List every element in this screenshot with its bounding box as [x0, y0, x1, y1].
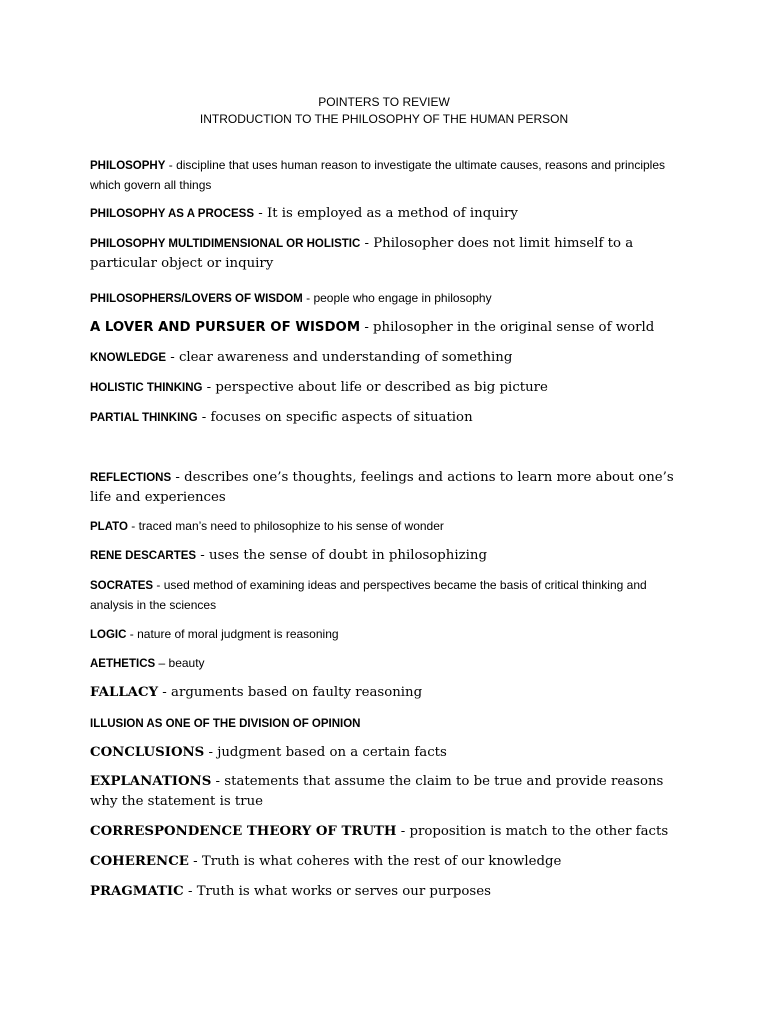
- entry-definition: clear awareness and understanding of something: [178, 350, 513, 365]
- entry-definition: uses the sense of doubt in philosophizing: [209, 548, 487, 563]
- entry-definition: people who engage in philosophy: [313, 291, 492, 305]
- entry-definition: traced man’s need to philosophize to his sense of wonder: [138, 519, 444, 533]
- entry-definition: perspective about life or described as big picture: [215, 380, 548, 395]
- entry-philosophy-multidimensional: [90, 234, 650, 274]
- entry-separator: -: [360, 236, 374, 251]
- entry-fallacy: [90, 683, 680, 703]
- entry-definition: nature of moral judgment is reasoning: [137, 627, 339, 641]
- entry-definition: describes one’s thoughts, feelings and actions to learn more about one’s life and experiences: [90, 470, 674, 505]
- entry-separator: -: [197, 410, 211, 425]
- entry-explanations: [90, 772, 670, 812]
- entry-separator: -: [188, 854, 202, 869]
- entry-term: CONCLUSIONS: [90, 745, 205, 760]
- entry-separator: -: [360, 320, 374, 335]
- entry-term: HOLISTIC THINKING: [90, 382, 203, 394]
- entry-term: A LOVER AND PURSUER OF WISDOM: [90, 320, 361, 335]
- entry-term: PLATO: [90, 521, 128, 533]
- entry-rene-descartes: [90, 546, 680, 566]
- entry-separator: -: [254, 206, 267, 221]
- document-title: POINTERS TO REVIEW: [318, 95, 450, 109]
- entry-separator: -: [204, 745, 218, 760]
- entry-term: COHERENCE: [90, 854, 189, 869]
- entry-term: CORRESPONDENCE THEORY OF TRUTH: [90, 824, 397, 839]
- entry-coherence: [90, 852, 680, 872]
- entry-separator: -: [302, 291, 314, 305]
- entry-term: SOCRATES: [90, 580, 154, 592]
- entry-lover-and-pursuer-of-wisdom: [90, 318, 680, 338]
- entry-term: KNOWLEDGE: [90, 352, 167, 364]
- entry-definition: discipline that uses human reason to investigate the ultimate causes, reasons and principles which govern all things: [90, 158, 666, 192]
- entry-holistic-thinking: [90, 378, 680, 398]
- entry-reflections: [90, 468, 680, 508]
- entry-definition: Philosopher does not limit himself to a particular object or inquiry: [90, 236, 634, 271]
- entry-separator: -: [165, 158, 177, 172]
- entry-definition: focuses on specific aspects of situation: [210, 410, 473, 425]
- entry-separator: -: [126, 627, 138, 641]
- entry-knowledge: [90, 348, 680, 368]
- entry-pragmatic: [90, 882, 680, 902]
- entry-separator: -: [196, 548, 210, 563]
- entry-term: PARTIAL THINKING: [90, 412, 198, 424]
- entry-philosophers-lovers-of-wisdom: [90, 289, 680, 309]
- entry-illusion: [90, 714, 680, 734]
- entry-logic: [90, 625, 680, 645]
- entry-definition: proposition is match to the other facts: [409, 824, 669, 839]
- entry-correspondence-theory: [90, 822, 680, 842]
- document-subtitle: INTRODUCTION TO THE PHILOSOPHY OF THE HUMAN PERSON: [199, 112, 569, 126]
- entry-term: PRAGMATIC: [90, 884, 184, 899]
- entry-separator: –: [155, 656, 169, 670]
- entry-aethetics: [90, 654, 680, 674]
- entry-separator: -: [166, 350, 179, 365]
- entry-term: LOGIC: [90, 629, 127, 641]
- entry-definition: Truth is what works or serves our purposes: [196, 884, 491, 899]
- entry-philosophy-as-a-process: [90, 204, 680, 224]
- entry-conclusions: [90, 743, 680, 763]
- entry-term: AETHETICS: [90, 658, 156, 670]
- entry-separator: -: [127, 519, 139, 533]
- entry-definition: It is employed as a method of inquiry: [266, 206, 518, 221]
- entry-definition: judgment based on a certain facts: [217, 745, 447, 760]
- entry-term: RENE DESCARTES: [90, 550, 197, 562]
- entry-definition: beauty: [168, 656, 205, 670]
- entry-plato: [90, 517, 680, 537]
- entry-definition: statements that assume the claim to be true and provide reasons why the statement is true: [90, 774, 664, 809]
- entry-separator: -: [211, 774, 225, 789]
- entry-definition: used method of examining ideas and perspectives became the basis of critical thinking and analysis in the sciences: [90, 578, 647, 612]
- entry-term: PHILOSOPHY MULTIDIMENSIONAL OR HOLISTIC: [90, 238, 361, 250]
- entry-term: FALLACY: [90, 685, 159, 700]
- entry-term: ILLUSION AS ONE OF THE DIVISION OF OPINION: [90, 718, 361, 730]
- entry-term: REFLECTIONS: [90, 472, 172, 484]
- entry-separator: -: [202, 380, 216, 395]
- entry-separator: -: [171, 470, 185, 485]
- entry-term: EXPLANATIONS: [90, 774, 212, 789]
- entry-partial-thinking: [90, 408, 680, 428]
- entry-philosophy: [90, 156, 680, 195]
- entry-definition: philosopher in the original sense of world: [373, 320, 655, 335]
- entry-socrates: [90, 576, 680, 615]
- entry-term: PHILOSOPHY AS A PROCESS: [90, 208, 255, 220]
- entry-separator: -: [183, 884, 197, 899]
- entry-definition: arguments based on faulty reasoning: [171, 685, 423, 700]
- entry-separator: -: [396, 824, 410, 839]
- entry-definition: Truth is what coheres with the rest of our knowledge: [201, 854, 562, 869]
- entry-separator: -: [158, 685, 172, 700]
- entry-separator: -: [153, 578, 164, 592]
- entry-term: PHILOSOPHERS/LOVERS OF WISDOM: [90, 293, 303, 305]
- entry-term: PHILOSOPHY: [90, 160, 166, 172]
